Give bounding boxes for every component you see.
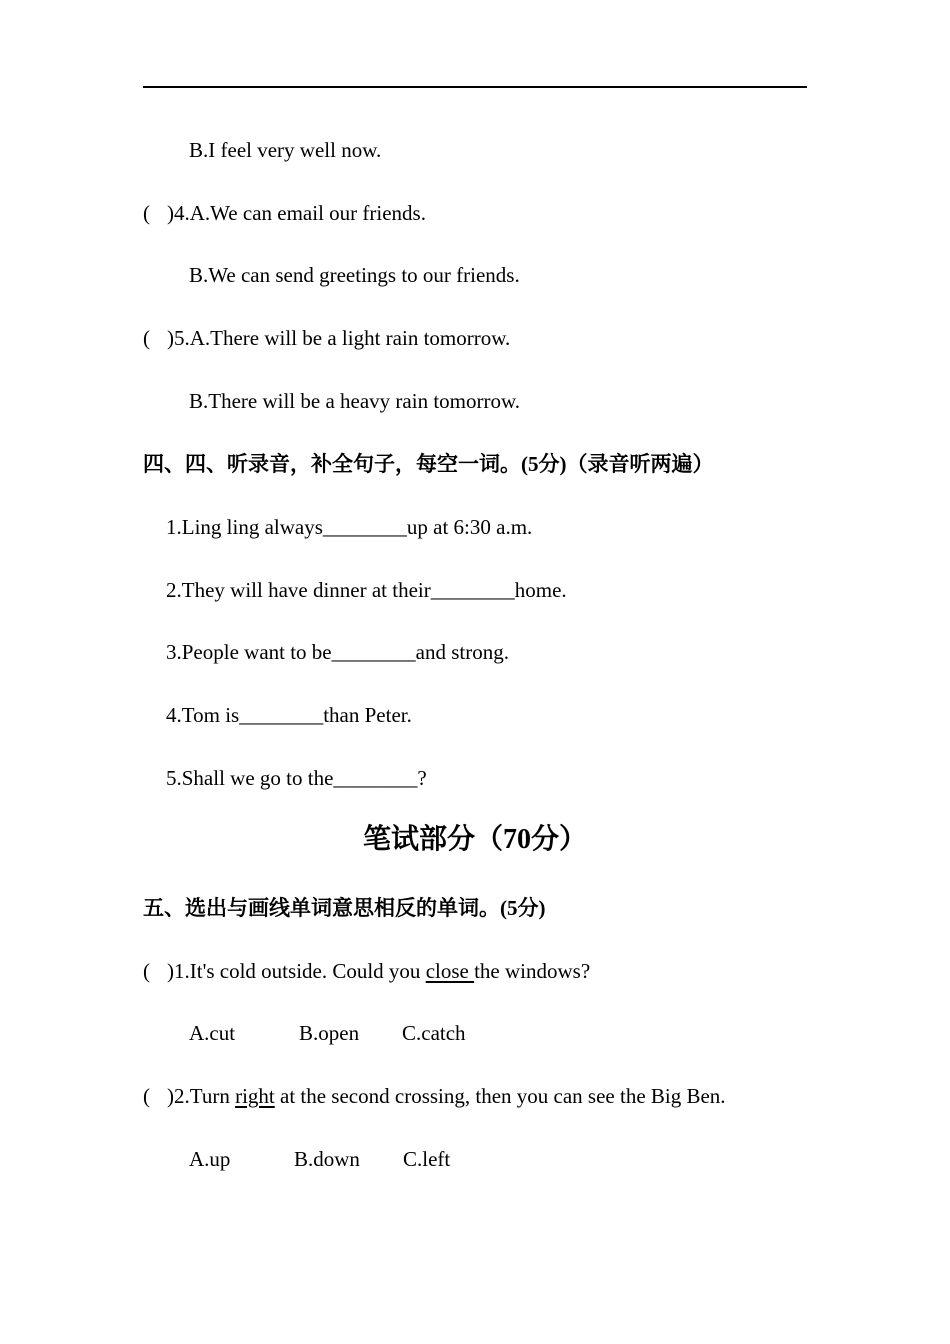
fill-item: 5.Shall we go to the________? — [166, 766, 427, 790]
q4-text: )4.A.We can email our friends. — [167, 201, 426, 225]
q4-option-b: B.We can send greetings to our friends. — [189, 263, 520, 287]
q2-option-a: A.up — [189, 1147, 231, 1171]
q2-underlined-word: right — [235, 1084, 275, 1108]
q3-option-b: B.I feel very well now. — [189, 138, 382, 162]
q1-options — [189, 1020, 466, 1046]
fill-item: 1.Ling ling always________up at 6:30 a.m. — [166, 515, 533, 539]
answer-paren: ( — [143, 1084, 150, 1108]
section-4-heading: 四、四、听录音，补全句子，每空一词。(5分)（录音听两遍） — [143, 452, 714, 476]
q1-underlined-word: close — [425, 959, 475, 983]
fill-item: 4.Tom is________than Peter. — [166, 703, 412, 727]
fill-item: 3.People want to be________and strong. — [166, 640, 509, 664]
written-section-title: 笔试部分（70分） — [362, 824, 587, 855]
q2-stem — [143, 1083, 726, 1109]
q2-text-before: )2.Turn — [167, 1084, 236, 1108]
q1-text-after: the windows? — [474, 959, 591, 983]
section-5-heading: 五、选出与画线单词意思相反的单词。(5分) — [143, 896, 546, 920]
q2-option-c: C.left — [403, 1147, 451, 1171]
q1-option-c: C.catch — [402, 1021, 466, 1045]
q5-option-a — [143, 325, 510, 351]
q5-text: )5.A.There will be a light rain tomorrow. — [167, 326, 511, 350]
header-rule — [143, 86, 807, 88]
q1-option-b: B.open — [299, 1021, 360, 1045]
q2-option-b: B.down — [294, 1147, 360, 1171]
answer-paren: ( — [143, 201, 150, 225]
q1-option-a: A.cut — [189, 1021, 236, 1045]
q2-options — [189, 1146, 450, 1172]
q2-text-after: at the second crossing, then you can see the Big Ben. — [274, 1084, 726, 1108]
fill-item: 2.They will have dinner at their________home. — [166, 578, 567, 602]
q1-text-before: )1.It's cold outside. Could you — [167, 959, 426, 983]
q1-stem — [143, 958, 590, 984]
answer-paren: ( — [143, 959, 150, 983]
answer-paren: ( — [143, 326, 150, 350]
q4-option-a — [143, 200, 426, 226]
q5-option-b: B.There will be a heavy rain tomorrow. — [189, 389, 521, 413]
